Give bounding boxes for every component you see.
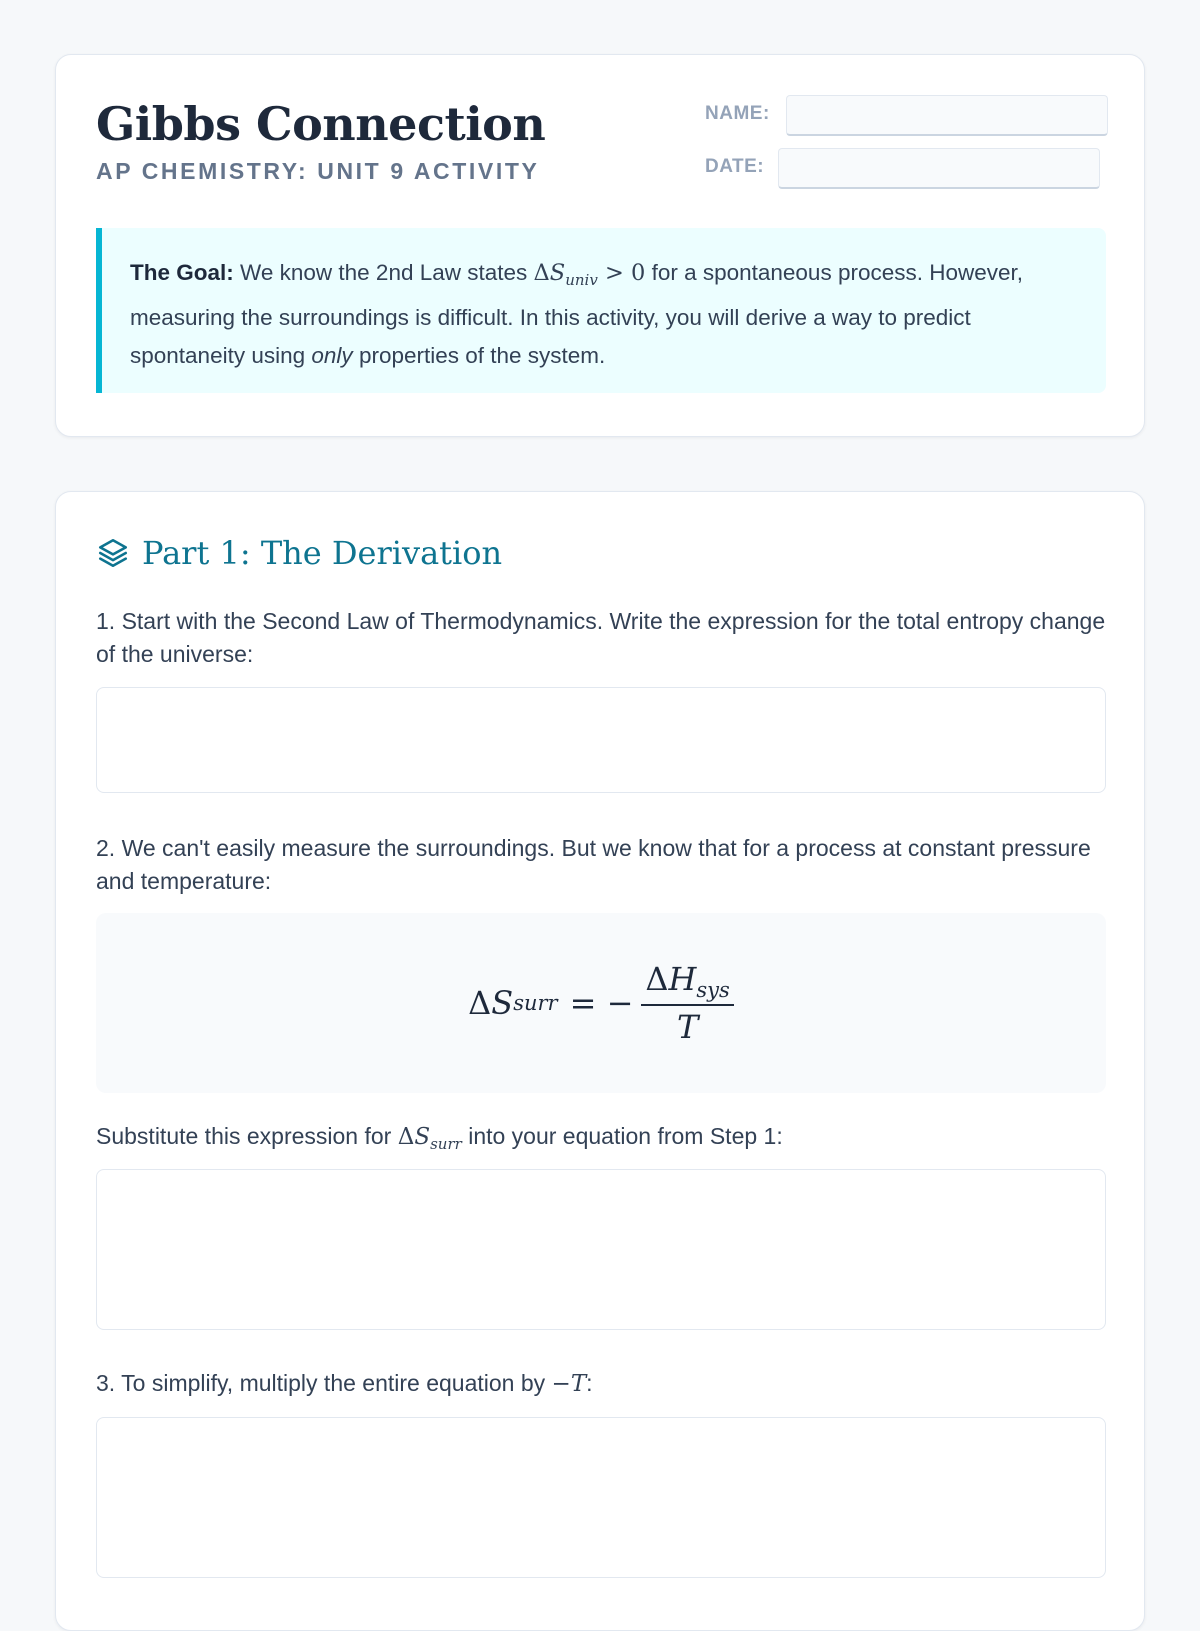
date-field[interactable]: [778, 148, 1100, 189]
goal-text-before: We know the 2nd Law states: [240, 260, 528, 285]
part1-heading: [96, 534, 502, 572]
page-subtitle: AP CHEMISTRY: UNIT 9 ACTIVITY: [96, 158, 540, 184]
goal-text-after: for a spontaneous process. However, measuring the surroundings is difficult. In this activity, you will derive a way to predict spontaneity using: [130, 260, 1024, 368]
substitute-instruction: Substitute this expression for $\Delta S_{surr}$ into your equation from Step 1:: [96, 1123, 783, 1153]
part1-title: Part 1: The Derivation: [142, 534, 503, 572]
formula-box: [96, 913, 1106, 1093]
question-1: 1. Start with the Second Law of Thermodynamics. Write the expression for the total entropy change of the universe:: [96, 608, 1106, 667]
layers-icon: [96, 536, 130, 570]
formula-fraction: $\frac{\Delta H_{sys}}{T}$: [641, 960, 733, 1046]
answer-box-3[interactable]: [96, 1417, 1106, 1578]
name-field[interactable]: [786, 95, 1108, 136]
question-3: 3. To simplify, multiply the entire equation by −T:: [96, 1370, 593, 1397]
part1-card: [55, 491, 1145, 1631]
name-label: NAME:: [705, 103, 770, 124]
page-title: Gibbs Connection: [96, 97, 546, 151]
goal-callout: [96, 228, 1106, 393]
question-2: 2. We can't easily measure the surroundings. But we know that for a process at constant pressure and temperature:: [96, 835, 1091, 894]
surroundings-entropy-formula: Δ S surr = − $\frac{\Delta H_{sys}}{T}$: [468, 960, 734, 1046]
header-card: [55, 54, 1145, 437]
answer-box-1[interactable]: [96, 687, 1106, 793]
goal-label: The Goal:: [130, 260, 234, 285]
answer-box-substitute[interactable]: [96, 1169, 1106, 1330]
date-label: DATE:: [705, 156, 765, 177]
goal-text-end: properties of the system.: [358, 343, 606, 368]
goal-math-inequality: $\Delta S_{univ} > 0$: [533, 260, 646, 289]
goal-emphasis: only: [311, 343, 353, 368]
